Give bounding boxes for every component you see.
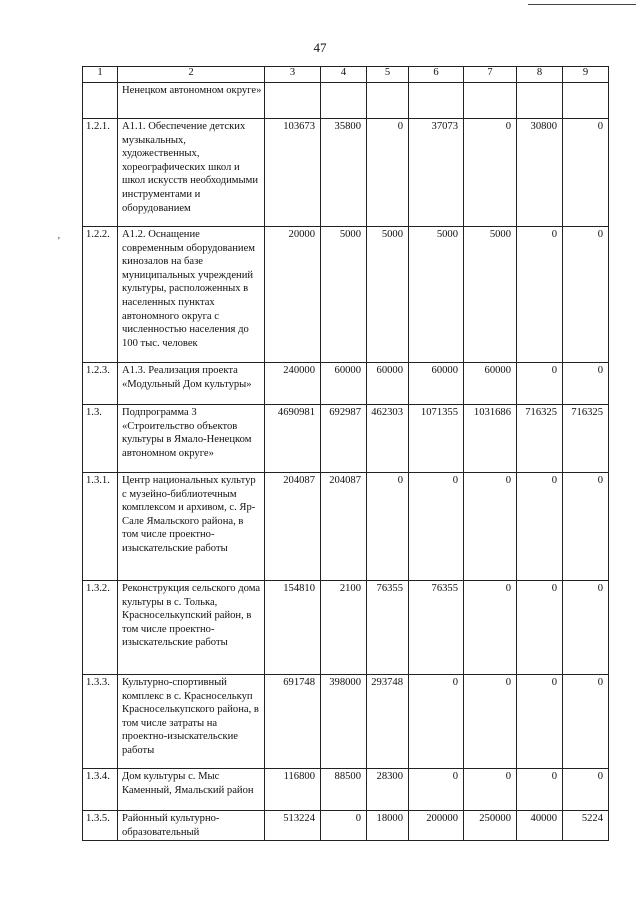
row-number-cell: 1.3.3. [83, 675, 118, 769]
value-cell: 692987 [321, 405, 367, 473]
value-cell [409, 83, 464, 119]
value-cell: 40000 [517, 811, 563, 841]
row-number-cell: 1.3. [83, 405, 118, 473]
value-cell: 76355 [367, 581, 409, 675]
value-cell: 691748 [265, 675, 321, 769]
item-name-cell: А1.1. Обеспечение детских музыкальных, художественных, хореографических школ и школ искусств необходимыми инструментами и оборудованием [118, 119, 265, 227]
item-name-cell: А1.3. Реализация проекта «Модульный Дом культуры» [118, 363, 265, 405]
value-cell: 0 [563, 227, 609, 363]
table-header-row [83, 67, 609, 83]
value-cell: 398000 [321, 675, 367, 769]
value-cell: 0 [464, 769, 517, 811]
value-cell: 0 [563, 675, 609, 769]
table-row [83, 473, 609, 581]
margin-mark: ' [58, 236, 60, 247]
value-cell [563, 83, 609, 119]
value-cell: 0 [321, 811, 367, 841]
row-number-cell: 1.2.3. [83, 363, 118, 405]
value-cell: 0 [563, 363, 609, 405]
value-cell: 200000 [409, 811, 464, 841]
value-cell: 0 [517, 473, 563, 581]
value-cell: 5000 [367, 227, 409, 363]
value-cell: 293748 [367, 675, 409, 769]
value-cell [367, 83, 409, 119]
row-number-cell: 1.2.2. [83, 227, 118, 363]
value-cell [464, 83, 517, 119]
row-number-cell: 1.2.1. [83, 119, 118, 227]
header-cell: 3 [265, 67, 321, 83]
value-cell: 0 [409, 473, 464, 581]
table-row [83, 227, 609, 363]
value-cell [321, 83, 367, 119]
page-number: 47 [313, 40, 327, 55]
value-cell: 0 [517, 581, 563, 675]
value-cell: 88500 [321, 769, 367, 811]
value-cell: 154810 [265, 581, 321, 675]
budget-table [82, 66, 609, 841]
value-cell [517, 83, 563, 119]
value-cell: 513224 [265, 811, 321, 841]
value-cell: 20000 [265, 227, 321, 363]
value-cell: 0 [517, 675, 563, 769]
row-number-cell: 1.3.4. [83, 769, 118, 811]
item-name-cell: А1.2. Оснащение современным оборудованием кинозалов на базе муниципальных учреждений культуры, расположенных в населенных пунктах автономного округа с численностью населения до 100 тыс. человек [118, 227, 265, 363]
value-cell: 18000 [367, 811, 409, 841]
table-row [83, 405, 609, 473]
value-cell: 60000 [409, 363, 464, 405]
value-cell: 250000 [464, 811, 517, 841]
value-cell: 0 [464, 119, 517, 227]
value-cell: 0 [517, 769, 563, 811]
table-body [83, 67, 609, 841]
item-name-cell: Ненецком автономном округе» [118, 83, 265, 119]
value-cell [265, 83, 321, 119]
value-cell: 204087 [265, 473, 321, 581]
item-name-cell: Реконструкция сельского дома культуры в с. Толька, Красноселькупский район, в том числе проектно-изыскательские работы [118, 581, 265, 675]
header-cell: 9 [563, 67, 609, 83]
value-cell: 5224 [563, 811, 609, 841]
item-name-cell: Подпрограмма 3 «Строительство объектов культуры в Ямало-Ненецком автономном округе» [118, 405, 265, 473]
value-cell: 116800 [265, 769, 321, 811]
value-cell: 240000 [265, 363, 321, 405]
item-name-cell: Дом культуры с. Мыс Каменный, Ямальский район [118, 769, 265, 811]
row-number-cell: 1.3.2. [83, 581, 118, 675]
value-cell: 0 [563, 581, 609, 675]
table-row [83, 119, 609, 227]
value-cell: 0 [409, 675, 464, 769]
value-cell: 716325 [517, 405, 563, 473]
value-cell: 28300 [367, 769, 409, 811]
value-cell: 0 [563, 769, 609, 811]
value-cell: 5000 [321, 227, 367, 363]
table-row [83, 83, 609, 119]
value-cell: 0 [367, 473, 409, 581]
value-cell: 462303 [367, 405, 409, 473]
item-name-cell: Культурно-спортивный комплекс в с. Красноселькуп Красноселькупского района, в том числе затраты на проектно-изыскательские работы [118, 675, 265, 769]
value-cell: 0 [517, 227, 563, 363]
value-cell: 1031686 [464, 405, 517, 473]
value-cell: 0 [464, 675, 517, 769]
table-row [83, 675, 609, 769]
value-cell: 60000 [464, 363, 517, 405]
value-cell: 0 [464, 581, 517, 675]
value-cell: 76355 [409, 581, 464, 675]
value-cell: 5000 [409, 227, 464, 363]
table-row [83, 581, 609, 675]
header-cell: 7 [464, 67, 517, 83]
value-cell: 0 [517, 363, 563, 405]
value-cell: 1071355 [409, 405, 464, 473]
top-edge-rule [528, 4, 636, 5]
header-cell: 2 [118, 67, 265, 83]
value-cell: 2100 [321, 581, 367, 675]
value-cell: 204087 [321, 473, 367, 581]
value-cell: 0 [367, 119, 409, 227]
value-cell: 4690981 [265, 405, 321, 473]
table-row [83, 811, 609, 841]
item-name-cell: Центр национальных культур с музейно-библиотечным комплексом и архивом, с. Яр-Сале Ямальского района, в том числе проектно-изыскательские работы [118, 473, 265, 581]
value-cell: 30800 [517, 119, 563, 227]
value-cell: 0 [464, 473, 517, 581]
value-cell: 0 [563, 119, 609, 227]
table-row [83, 363, 609, 405]
value-cell: 716325 [563, 405, 609, 473]
value-cell: 5000 [464, 227, 517, 363]
row-number-cell: 1.3.5. [83, 811, 118, 841]
item-name-cell: Районный культурно-образовательный [118, 811, 265, 841]
value-cell: 103673 [265, 119, 321, 227]
value-cell: 0 [409, 769, 464, 811]
value-cell: 35800 [321, 119, 367, 227]
row-number-cell: 1.3.1. [83, 473, 118, 581]
value-cell: 60000 [321, 363, 367, 405]
row-number-cell [83, 83, 118, 119]
value-cell: 0 [563, 473, 609, 581]
header-cell: 5 [367, 67, 409, 83]
header-cell: 6 [409, 67, 464, 83]
header-cell: 4 [321, 67, 367, 83]
value-cell: 60000 [367, 363, 409, 405]
header-cell: 1 [83, 67, 118, 83]
table-row [83, 769, 609, 811]
header-cell: 8 [517, 67, 563, 83]
value-cell: 37073 [409, 119, 464, 227]
